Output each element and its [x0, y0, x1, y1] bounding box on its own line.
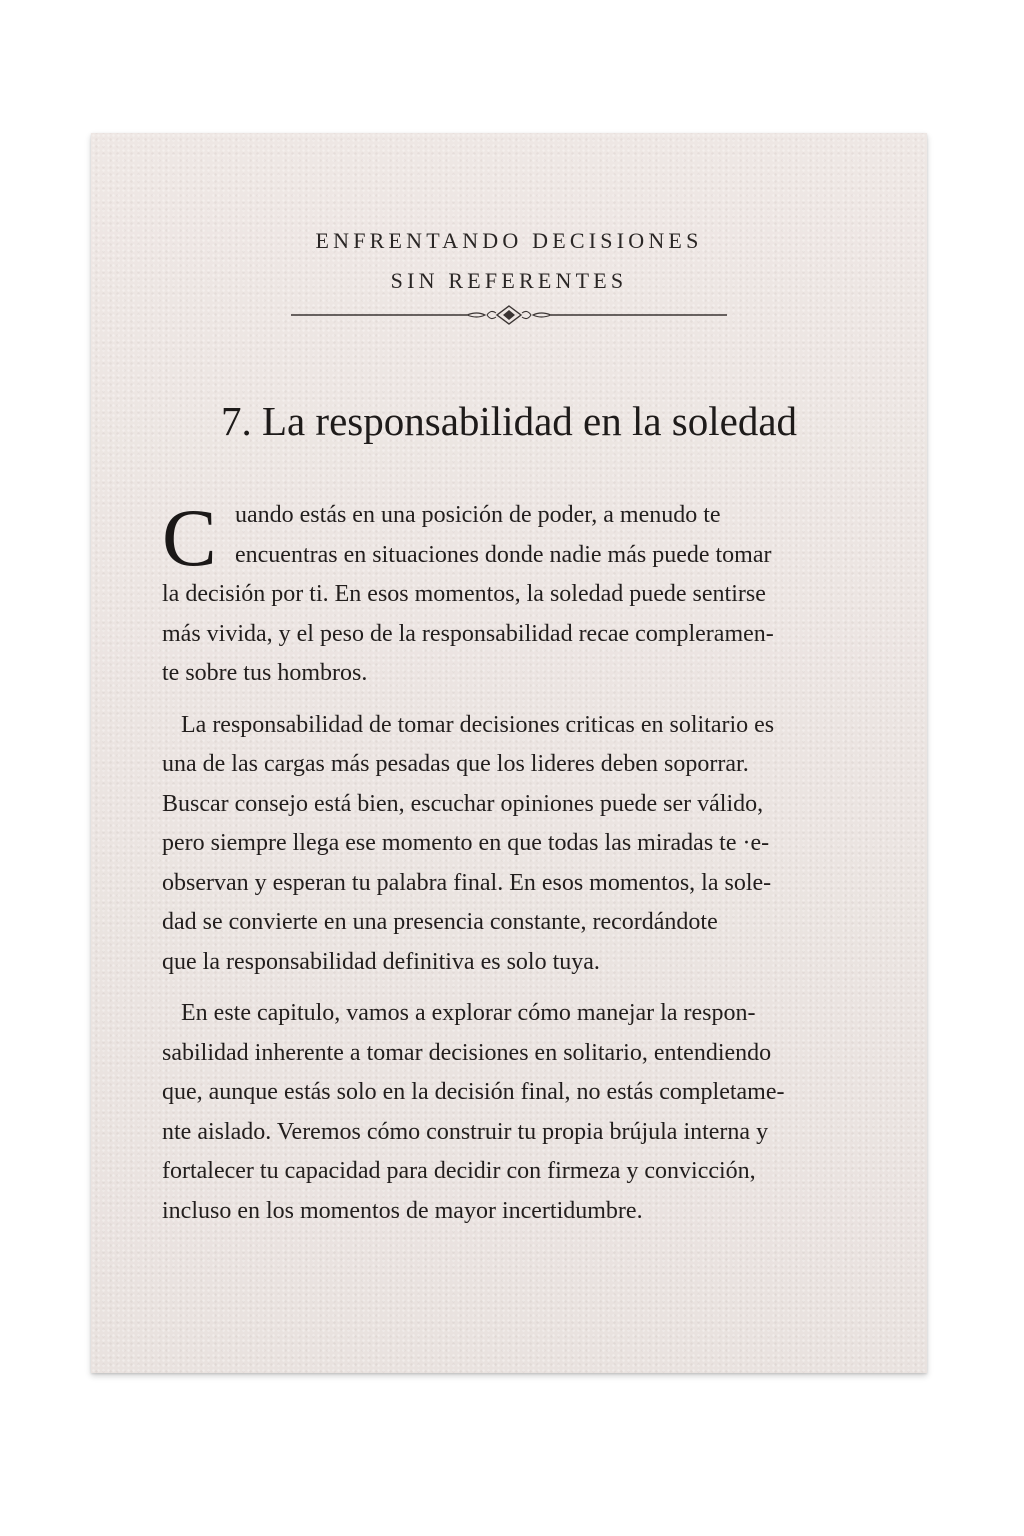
- drop-cap: C: [162, 492, 217, 583]
- chapter-body: [162, 492, 882, 1243]
- text-line: En este capitulo, vamos a explorar cómo manejar la respon-: [181, 1000, 756, 1026]
- paragraph-3: [162, 994, 882, 1231]
- text-line: te sobre tus hombros.: [162, 660, 368, 686]
- running-head-line-2: SIN REFERENTES: [390, 268, 628, 293]
- text-line: sabilidad inherente a tomar decisiones en solitario, entendiendo: [162, 1039, 772, 1066]
- book-page: [91, 133, 927, 1373]
- text-line: uando estás en una posición de poder, a menudo te: [235, 502, 721, 528]
- text-line: observan y esperan tu palabra final. En esos momentos, la sole-: [162, 869, 772, 896]
- text-line: más vivida, y el peso de la responsabilidad recae compleramen-: [162, 620, 774, 647]
- text-line: encuentras en situaciones donde nadie más puede tomar: [235, 541, 772, 568]
- text-line: dad se convierte en una presencia constante, recordándote: [162, 909, 718, 935]
- text-line: Buscar consejo está bien, escuchar opiniones puede ser válido,: [162, 790, 764, 817]
- paragraph-2: [162, 706, 882, 983]
- text-line: la decisión por ti. En esos momentos, la soledad puede sentirse: [162, 581, 766, 607]
- chapter-title: 7. La responsabilidad en la soledad: [220, 398, 798, 444]
- text-line: una de las cargas más pesadas que los lideres deben soporrar.: [162, 751, 749, 777]
- running-head: [91, 221, 927, 301]
- text-line: que la responsabilidad definitiva es solo tuya.: [162, 948, 600, 975]
- text-line: incluso en los momentos de mayor incertidumbre.: [162, 1197, 643, 1224]
- running-head-line-1: ENFRENTANDO DECISIONES: [315, 228, 703, 253]
- text-line: fortalecer tu capacidad para decidir con firmeza y convicción,: [162, 1158, 756, 1184]
- paragraph-1: [162, 492, 882, 694]
- text-line: La responsabilidad de tomar decisiones criticas en solitario es: [181, 711, 775, 738]
- text-line: pero siempre llega ese momento en que todas las miradas te ·e-: [162, 830, 770, 856]
- diamond-flourish-icon: [291, 304, 727, 326]
- text-line: nte aislado. Veremos cómo construir tu propia brújula interna y: [162, 1118, 769, 1145]
- text-line: que, aunque estás solo en la decisión final, no estás completame-: [162, 1079, 785, 1105]
